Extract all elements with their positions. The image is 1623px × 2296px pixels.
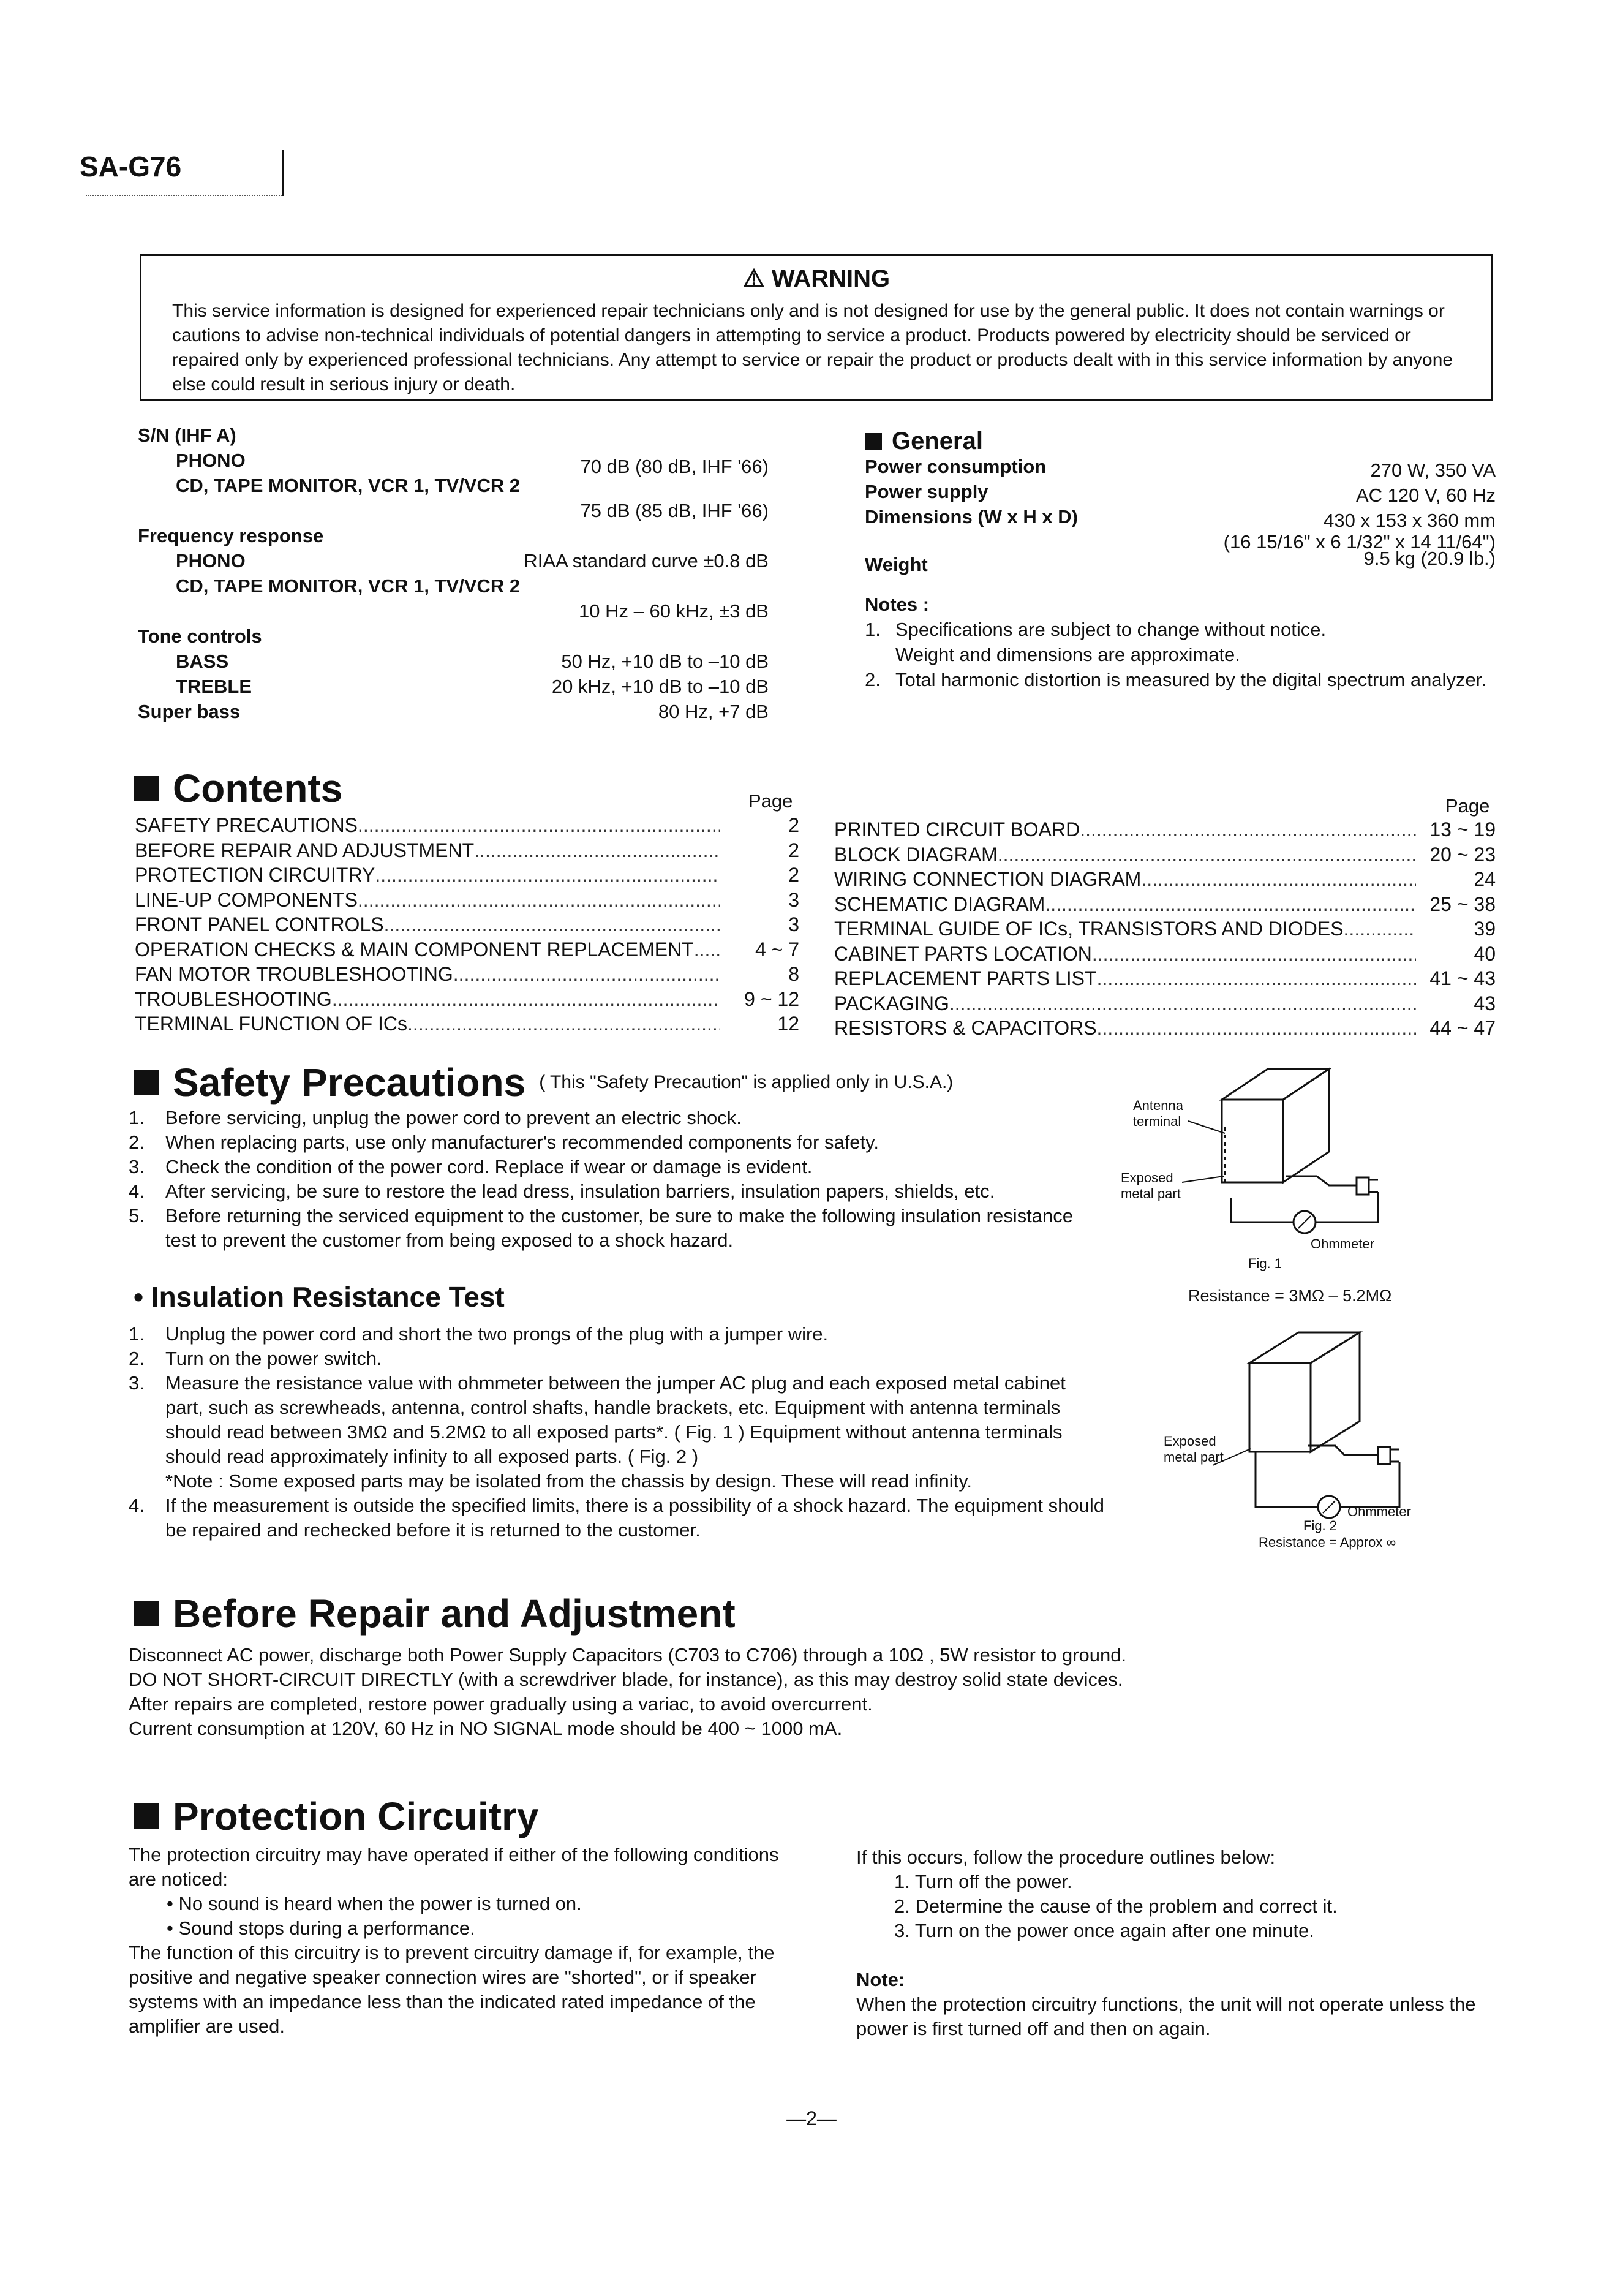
fig1-power-cord — [1286, 1176, 1357, 1185]
toc-leader — [453, 962, 720, 987]
treble-label: TREBLE — [176, 676, 252, 697]
toc-page: 2 — [788, 814, 799, 836]
toc-label: RESISTORS & CAPACITORS — [834, 1017, 1097, 1039]
fig1 — [1121, 1066, 1427, 1286]
list-text: If the measurement is outside the specified limits, there is a possibility of a shock hazard. The equipment should be repaired and rechecked before it is returned to the customer. — [165, 1495, 1105, 1541]
fig1-resistance: Resistance = 3MΩ – 5.2MΩ — [1188, 1286, 1392, 1305]
list-text: Before returning the serviced equipment to the customer, be sure to make the following insulation resistance test to prevent the customer from being exposed to a shock hazard. — [165, 1205, 1073, 1251]
toc-label: WIRING CONNECTION DIAGRAM — [834, 868, 1142, 890]
toc-leader — [1092, 942, 1416, 967]
toc-leader — [1097, 966, 1416, 991]
contents-page-header-right: Page — [1445, 795, 1490, 817]
sn-cd-label: CD, TAPE MONITOR, VCR 1, TV/VCR 2 — [176, 475, 521, 496]
protection-right — [856, 1845, 1505, 2041]
freq-phono-label: PHONO — [176, 550, 246, 572]
fig2-plug — [1378, 1447, 1390, 1464]
list-text: *Note : Some exposed parts may be isolated from the chassis by design. These will read infinity. — [165, 1470, 973, 1492]
toc-row — [834, 842, 1496, 867]
toc-leader — [1080, 817, 1416, 842]
fig2-ohmmeter-label: Ohmmeter — [1347, 1504, 1411, 1519]
sn-phono-label: PHONO — [176, 450, 246, 471]
header-underline — [86, 195, 282, 196]
header-divider — [282, 150, 284, 196]
protection-body: The function of this circuitry is to prevent circuitry damage if, for example, the positive and negative speaker connection wires are "shorted", or if speaker systems with an impedance less than the indicated rated impedance of the amplifier are used. — [129, 1942, 775, 2037]
freq-cd-label: CD, TAPE MONITOR, VCR 1, TV/VCR 2 — [176, 575, 521, 597]
protection-left — [129, 1843, 796, 2039]
fig2-exposed-label: Exposed metal part — [1164, 1433, 1224, 1465]
toc-leader — [1045, 892, 1416, 917]
toc-page: 24 — [1474, 868, 1496, 890]
list-item — [129, 1371, 1109, 1469]
list-item — [129, 1130, 1084, 1155]
toc-row — [135, 888, 799, 913]
weight-value: 9.5 kg (20.9 lb.) — [1363, 548, 1496, 569]
toc-row — [135, 863, 799, 888]
safety-list — [129, 1106, 1084, 1253]
protection-note-title: Note: — [856, 1969, 905, 1990]
list-number — [129, 1469, 165, 1494]
fig1-box-top — [1222, 1069, 1329, 1100]
fig1-antenna-label: Antenna terminal — [1133, 1098, 1183, 1129]
before-repair-heading — [134, 1591, 736, 1636]
square-bullet-icon — [865, 433, 882, 450]
fig1-box-side — [1283, 1069, 1329, 1182]
toc-label: OPERATION CHECKS & MAIN COMPONENT REPLACEMENT — [135, 938, 694, 961]
power-supply-label: Power supply — [865, 481, 988, 502]
toc-page: 3 — [788, 913, 799, 935]
toc-page: 44 ~ 47 — [1429, 1017, 1496, 1039]
toc-page: 2 — [788, 839, 799, 861]
weight-label: Weight — [865, 554, 928, 575]
toc-page: 3 — [788, 888, 799, 911]
toc-label: SCHEMATIC DIAGRAM — [834, 893, 1045, 915]
toc-page: 4 ~ 7 — [755, 938, 799, 961]
toc-label: FRONT PANEL CONTROLS — [135, 913, 384, 935]
insulation-list — [129, 1322, 1109, 1543]
toc-label: SAFETY PRECAUTIONS — [135, 814, 358, 836]
toc-leader — [998, 842, 1416, 867]
toc-leader — [332, 987, 720, 1012]
toc-label: PACKAGING — [834, 992, 949, 1014]
sn-phono-value: 70 dB (80 dB, IHF '66) — [580, 456, 769, 477]
toc-label: CABINET PARTS LOCATION — [834, 942, 1092, 965]
toc-label: REPLACEMENT PARTS LIST — [834, 967, 1097, 989]
toc-row — [834, 991, 1496, 1016]
protection-bullet-2: • Sound stops during a performance. — [167, 1917, 475, 1939]
insulation-title: • Insulation Resistance Test — [134, 1281, 505, 1313]
notes-title: Notes : — [865, 594, 930, 615]
list-item — [129, 1322, 1109, 1346]
contents-page-header-left: Page — [748, 790, 793, 812]
power-consumption-value: 270 W, 350 VA — [1370, 459, 1496, 481]
toc-page: 43 — [1474, 992, 1496, 1014]
contents-left-list — [135, 813, 799, 1037]
contents-right-list — [834, 817, 1496, 1041]
toc-label: LINE-UP COMPONENTS — [135, 888, 358, 911]
fig1-plug — [1357, 1177, 1369, 1195]
warning-text: This service information is designed for experienced repair technicians only and is not designed for use by the general public. It does not contain warnings or cautions to advise non-technical individuals of potential dangers in attempting to service a product. Products powered by electricity should be serviced or repaired only by experienced professional technicians. Any attempt to service or repair the product or products dealt with in this service information by anyone else could result in serious injury or death. — [172, 301, 1453, 395]
square-bullet-icon — [134, 1070, 159, 1095]
toc-leader — [407, 1011, 720, 1037]
fig2-box-front — [1249, 1363, 1311, 1452]
toc-page: 13 ~ 19 — [1429, 818, 1496, 840]
list-number: 4. — [129, 1495, 145, 1516]
toc-row — [834, 817, 1496, 842]
page-number: —2— — [786, 2107, 837, 2129]
safety-heading — [134, 1060, 953, 1105]
fig2-caption: Fig. 2 — [1303, 1518, 1338, 1533]
contents-title: Contents — [173, 766, 343, 810]
list-text: Check the condition of the power cord. Replace if wear or damage is evident. — [165, 1156, 813, 1177]
protection-note-text: When the protection circuitry functions, the unit will not operate unless the power is first turned off and then on again. — [856, 1993, 1476, 2039]
toc-page: 41 ~ 43 — [1429, 967, 1496, 989]
protection-title: Protection Circuitry — [173, 1794, 539, 1838]
bass-label: BASS — [176, 651, 229, 672]
fig1-box-front — [1222, 1100, 1283, 1182]
toc-leader — [1141, 867, 1416, 892]
square-bullet-icon — [134, 1601, 159, 1626]
toc-row — [135, 987, 799, 1012]
toc-leader — [375, 863, 720, 888]
list-text: Before servicing, unplug the power cord to prevent an electric shock. — [165, 1107, 742, 1128]
toc-label: BLOCK DIAGRAM — [834, 843, 998, 866]
protection-step: 3. Turn on the power once again after one minute. — [894, 1920, 1314, 1941]
toc-leader — [358, 813, 720, 838]
before-repair-text — [129, 1643, 1415, 1741]
protection-right-intro: If this occurs, follow the procedure outlines below: — [856, 1846, 1276, 1868]
toc-leader — [694, 937, 720, 962]
superbass-value: 80 Hz, +7 dB — [658, 701, 769, 722]
toc-page: 9 ~ 12 — [744, 988, 799, 1010]
before-repair-line: Disconnect AC power, discharge both Power Supply Capacitors (C703 to C706) through a 10Ω , 5W resistor to ground. — [129, 1644, 1127, 1666]
model-number: SA-G76 — [80, 151, 182, 183]
toc-label: TROUBLESHOOTING — [135, 988, 332, 1010]
fig2-resistance: Resistance = Approx ∞ — [1259, 1535, 1396, 1550]
toc-row — [834, 966, 1496, 991]
toc-page: 12 — [777, 1013, 799, 1035]
dimensions-value: 430 x 153 x 360 mm — [1324, 510, 1496, 531]
square-bullet-icon — [134, 776, 159, 801]
list-item — [129, 1155, 1084, 1179]
list-number: 3. — [129, 1156, 145, 1177]
general-title: General — [892, 428, 983, 455]
list-text: Measure the resistance value with ohmmeter between the jumper AC plug and each exposed metal cabinet part, such as screwheads, antenna, control shafts, handle brackets, etc. Equipment with antenna terminals should read between 3MΩ and 5.2MΩ to all exposed parts*. ( Fig. 1 ) Equipment without antenna terminals should read approximately infinity to all exposed parts. ( Fig. 2 ) — [165, 1372, 1066, 1467]
before-repair-line: Current consumption at 120V, 60 Hz in NO SIGNAL mode should be 400 ~ 1000 mA. — [129, 1718, 843, 1739]
square-bullet-icon — [134, 1803, 159, 1829]
toc-row — [135, 1011, 799, 1037]
toc-row — [834, 867, 1496, 892]
sn-cd-value: 75 dB (85 dB, IHF '66) — [580, 500, 769, 521]
list-number: 1. — [129, 1107, 145, 1128]
warning-title: ⚠ WARNING — [742, 265, 891, 292]
safety-note: ( This "Safety Precaution" is applied only in U.S.A.) — [539, 1072, 954, 1092]
fig2-box-top — [1249, 1332, 1360, 1363]
note-2: Total harmonic distortion is measured by the digital spectrum analyzer. — [895, 669, 1486, 690]
toc-leader — [384, 912, 720, 937]
list-number: 4. — [129, 1180, 145, 1202]
toc-page: 39 — [1474, 918, 1496, 940]
dimensions-label: Dimensions (W x H x D) — [865, 506, 1078, 527]
list-text: Turn on the power switch. — [165, 1348, 382, 1369]
bass-value: 50 Hz, +10 dB to –10 dB — [561, 651, 769, 672]
toc-leader — [474, 838, 720, 863]
fig1-ohmmeter-label: Ohmmeter — [1311, 1236, 1374, 1252]
sn-title: S/N (IHF A) — [138, 425, 236, 446]
toc-label: TERMINAL GUIDE OF ICs, TRANSISTORS AND DIODES — [834, 918, 1344, 940]
toc-label: FAN MOTOR TROUBLESHOOTING — [135, 963, 453, 985]
protection-bullet-1: • No sound is heard when the power is turned on. — [167, 1893, 582, 1914]
dimensions-inch: (16 15/16" x 6 1/32" x 14 11/64") — [1223, 531, 1496, 553]
toc-row — [135, 937, 799, 962]
before-repair-title: Before Repair and Adjustment — [173, 1592, 736, 1636]
list-number: 2. — [129, 1348, 145, 1369]
toc-page: 8 — [788, 963, 799, 985]
protection-step: 1. Turn off the power. — [894, 1871, 1072, 1892]
list-text: When replacing parts, use only manufacturer's recommended components for safety. — [165, 1131, 879, 1153]
protection-step: 2. Determine the cause of the problem and correct it. — [894, 1895, 1338, 1917]
list-number: 1. — [129, 1323, 145, 1345]
fig2-box-side — [1311, 1332, 1360, 1452]
list-number: 3. — [129, 1372, 145, 1394]
toc-leader — [949, 991, 1416, 1016]
toc-leader — [1344, 916, 1416, 942]
list-text: Unplug the power cord and short the two prongs of the plug with a jumper wire. — [165, 1323, 829, 1345]
list-number: 5. — [129, 1205, 145, 1226]
list-item — [129, 1346, 1109, 1371]
toc-page: 20 ~ 23 — [1429, 843, 1496, 866]
toc-row — [834, 892, 1496, 917]
general-specs: General Power consumption 270 W, 350 VA Power supply AC 120 V, 60 Hz Dimensions (W x H x D) 430 x 153 x 360 mm (16 15/16" x 6 1/32" x 14 11/64") Weight 9.5 kg (20.9 lb.) Notes : 1. Specifications are subject to change without notice. Weight and dimensions are approximate. 2. Total harmonic distortion is measured by the digital spectrum analyzer. — [865, 429, 1496, 692]
note-1b: Weight and dimensions are approximate. — [895, 644, 1240, 665]
toc-row — [135, 813, 799, 838]
fig2 — [1151, 1329, 1458, 1562]
protection-steps — [856, 1870, 1505, 1943]
toc-row — [834, 942, 1496, 967]
toc-label: BEFORE REPAIR AND ADJUSTMENT — [135, 839, 475, 861]
freq-title: Frequency response — [138, 525, 324, 546]
toc-label: PROTECTION CIRCUITRY — [135, 864, 375, 886]
toc-row — [135, 838, 799, 863]
toc-page: 2 — [788, 864, 799, 886]
general-heading — [865, 429, 1496, 454]
toc-row — [834, 916, 1496, 942]
toc-row — [834, 1016, 1496, 1041]
list-item — [129, 1179, 1084, 1204]
toc-page: 25 ~ 38 — [1429, 893, 1496, 915]
toc-leader — [358, 888, 720, 913]
specs-left — [138, 423, 769, 724]
fig1-caption: Fig. 1 — [1248, 1256, 1282, 1271]
list-item — [129, 1106, 1084, 1130]
contents-heading — [134, 766, 342, 811]
protection-heading — [134, 1794, 538, 1839]
list-text: After servicing, be sure to restore the lead dress, insulation barriers, insulation papers, shields, etc. — [165, 1180, 995, 1202]
superbass-label: Super bass — [138, 701, 241, 722]
treble-value: 20 kHz, +10 dB to –10 dB — [551, 676, 769, 697]
toc-row — [135, 962, 799, 987]
list-item — [129, 1469, 1109, 1494]
tone-title: Tone controls — [138, 625, 262, 647]
list-item — [129, 1204, 1084, 1253]
before-repair-line: After repairs are completed, restore power gradually using a variac, to avoid overcurrent. — [129, 1693, 873, 1715]
list-item — [129, 1494, 1109, 1543]
before-repair-line: DO NOT SHORT-CIRCUIT DIRECTLY (with a screwdriver blade, for instance), as this may destroy solid state devices. — [129, 1669, 1123, 1690]
power-supply-value: AC 120 V, 60 Hz — [1355, 485, 1496, 506]
freq-phono-value: RIAA standard curve ±0.8 dB — [524, 550, 769, 572]
protection-intro: The protection circuitry may have operated if either of the following conditions are noticed: — [129, 1844, 779, 1890]
toc-row — [135, 912, 799, 937]
fig1-exposed-label: Exposed metal part — [1121, 1170, 1181, 1201]
safety-title: Safety Precautions — [173, 1060, 526, 1105]
power-consumption-label: Power consumption — [865, 456, 1047, 477]
list-number: 2. — [129, 1131, 145, 1153]
toc-page: 40 — [1474, 942, 1496, 965]
toc-label: TERMINAL FUNCTION OF ICs — [135, 1013, 408, 1035]
toc-label: PRINTED CIRCUIT BOARD — [834, 818, 1080, 840]
freq-cd-value: 10 Hz – 60 kHz, ±3 dB — [579, 600, 769, 622]
toc-leader — [1097, 1016, 1416, 1041]
warning-box — [140, 254, 1493, 401]
note-1: Specifications are subject to change without notice. — [895, 619, 1327, 640]
